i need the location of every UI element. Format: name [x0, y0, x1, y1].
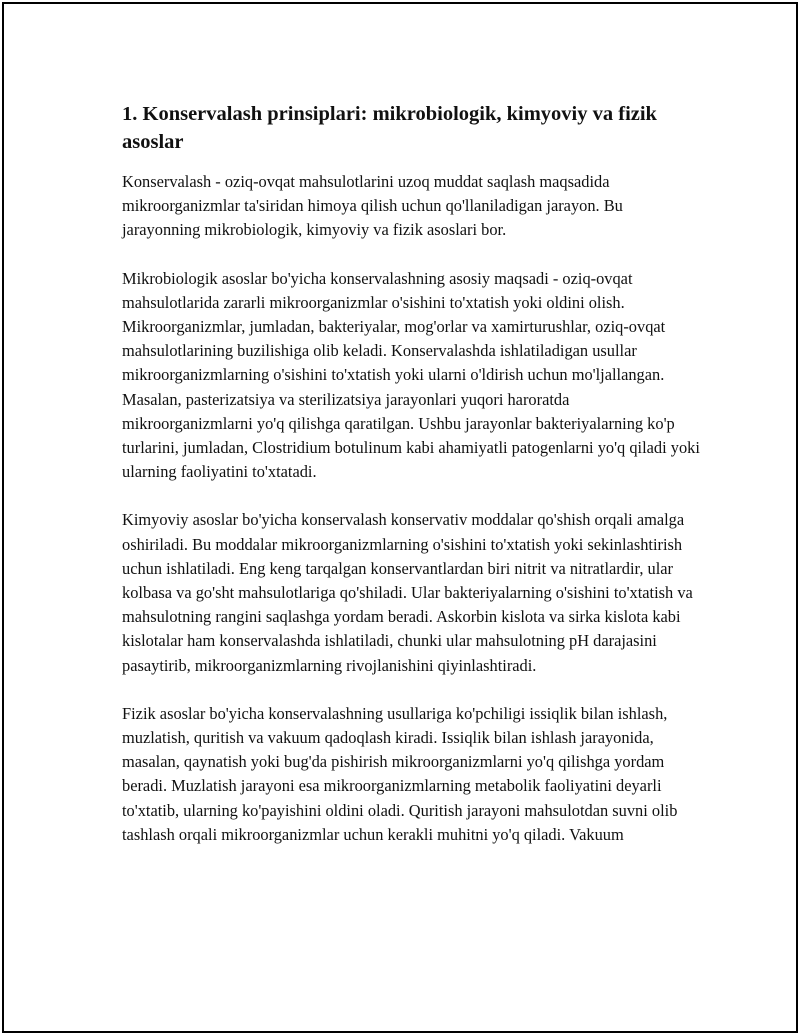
paragraph-intro: Konservalash - oziq-ovqat mahsulotlarini uzoq muddat saqlash maqsadida mikroorganizmlar ta'siridan himoya qilish uchun qo'llaniladigan jarayon. Bu jarayonning mikrobiologik, kimyoviy va fizik asoslari bor.: [122, 172, 623, 240]
paragraph-physical: Fizik asoslar bo'yicha konservalashning usullariga ko'pchiligi issiqlik bilan ishlash, muzlatish, quritish va vakuum qadoqlash kiradi. Issiqlik bilan ishlash jarayonida, masalan, qaynatish yoki bug'da pishirish mikroorganizmlarni yo'q qilishga yordam beradi. Muzlatish jarayoni esa mikroorganizmlarning metabolik faoliyatini deyarli to'xtatib, ularning ko'payishini oldini oladi. Quritish jarayoni mahsulotdan suvni olib tashlash orqali mikroorganizmlar uchun kerakli muhitni yo'q qiladi. Vakuum: [122, 703, 678, 844]
paragraph-microbiological: Mikrobiologik asoslar bo'yicha konservalashning asosiy maqsadi - oziq-ovqat mahsulotlarida zararli mikroorganizmlar o'sishini to'xtatish yoki oldini olish. Mikroorganizmlar, jumladan, bakteriyalar, mog'orlar va xamirturushlar, oziq-ovqat mahsulotlarining buzilishiga olib keladi. Konservalashda ishlatiladigan usullar mikroorganizmlarning o'sishini to'xtatish yoki ularni o'ldirish uchun mo'ljallangan. Masalan, pasterizatsiya va sterilizatsiya jarayonlari yuqori haroratda mikroorganizmlarni yo'q qilishga qaratilgan. Ushbu jarayonlar bakteriyalarning ko'p turlarini, jumladan, Clostridium botulinum kabi ahamiyatli patogenlarni yo'q qiladi yoki ularning faoliyatini to'xtatadi.: [122, 268, 700, 482]
document-body: [122, 100, 702, 871]
page-frame: [2, 2, 798, 1033]
section-heading: 1. Konservalash prinsiplari: mikrobiologik, kimyoviy va fizik asoslar: [122, 103, 657, 153]
paragraph-chemical: Kimyoviy asoslar bo'yicha konservalash konservativ moddalar qo'shish orqali amalga oshiriladi. Bu moddalar mikroorganizmlarning o'sishini to'xtatish yoki sekinlashtirish uchun ishlatiladi. Eng keng tarqalgan konservantlardan biri nitrit va nitratlardir, ular kolbasa va go'sht mahsulotlariga qo'shiladi. Ular bakteriyalarning o'sishini to'xtatish va mahsulotning rangini saqlashga yordam beradi. Askorbin kislota va sirka kislota kabi kislotalar ham konservalashda ishlatiladi, chunki ular mahsulotning pH darajasini pasaytirib, mikroorganizmlarning rivojlanishini qiyinlashtiradi.: [122, 510, 693, 675]
